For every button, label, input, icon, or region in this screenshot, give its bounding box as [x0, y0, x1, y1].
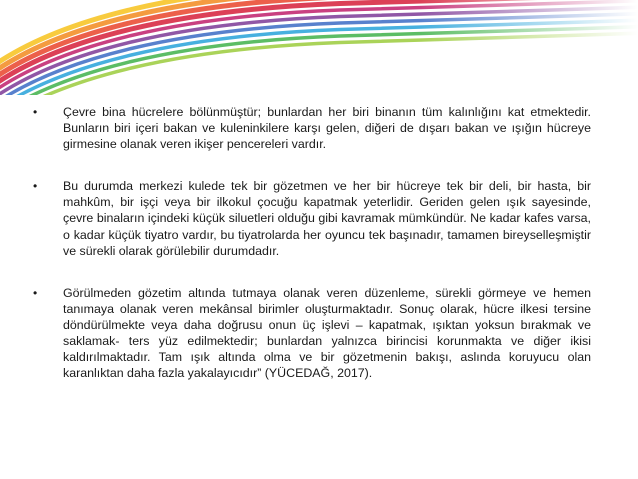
- bullet-marker: •: [33, 105, 38, 119]
- rainbow-swoosh-decoration: [0, 0, 638, 95]
- bullet-text: Bu durumda merkezi kulede tek bir gözetmen ve her bir hücreye tek bir deli, bir hasta, bir mahkûm, bir işçi veya bir ilkokul çocuğu kapatmak yeterlidir. Geriden gelen ışık sayesinde, çevre binaların içindeki küçük siluetleri olduğu gibi kavramak mümkündür. Ne kadar kafes varsa, o kadar küçük tiyatro vardır, bu tiyatrolarda her oyuncu tek başınadır, tamamen bireyselleşmiştir ve sürekli olarak görülebilir durumdadır.: [63, 179, 591, 258]
- bullet-text: Görülmeden gözetim altında tutmaya olanak veren düzenleme, sürekli görmeye ve hemen tanımaya olanak veren mekânsal birimler oluşturmaktadır. Sonuç olarak, hücre ilkesi tersine döndürülmekte veya daha doğrusu onun üç işlevi – kapatmak, ışıktan yoksun bırakmak ve saklamak- ters yüz edilmektedir; bunlardan yalnızca birincisi korunmakta ve diğer ikisi kaldırılmaktadır. Tam ışık altında olma ve bir gözetmenin bakışı, aslında koruyucu olan karanlıktan daha fazla yakalayıcıdır” (YÜCEDAĞ, 2017).: [63, 285, 591, 381]
- bullet-list: [33, 104, 591, 381]
- bullet-item-3: [33, 285, 591, 382]
- bullet-item-2: [33, 178, 591, 258]
- bullet-marker: •: [33, 285, 38, 300]
- bullet-text: Çevre bina hücrelere bölünmüştür; bunlardan her biri binanın tüm kalınlığını kat etmektedir. Bunların biri içeri bakan ve kuleninkilere karşı gelen, diğeri de dışarı bakan ve ışığın hücreye girmesine olanak veren ikişer pencereleri vardır.: [63, 105, 591, 152]
- bullet-marker: •: [33, 179, 38, 194]
- bullet-item-1: [33, 104, 591, 152]
